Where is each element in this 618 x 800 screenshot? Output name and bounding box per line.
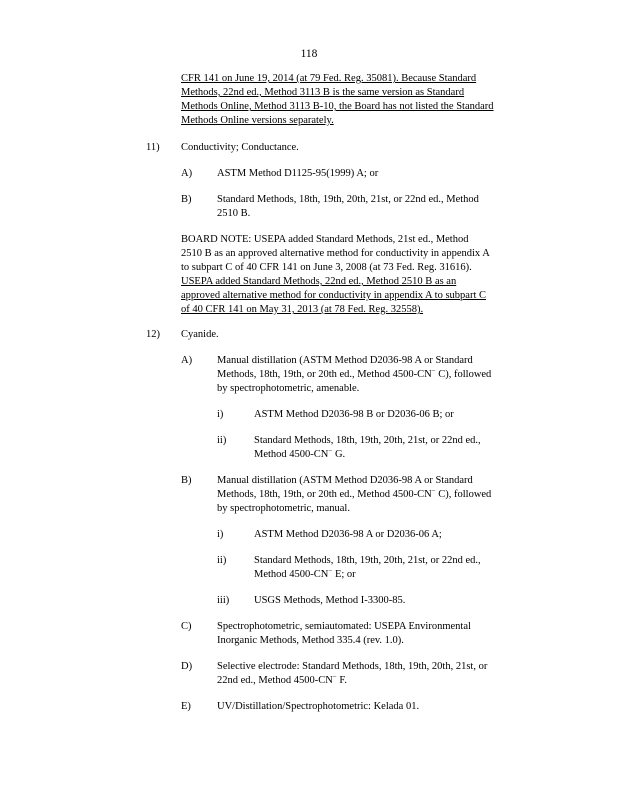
text-run: Method 4500-CN [254, 569, 329, 580]
text-run: C), followed [435, 489, 492, 500]
subsubitem-label: ii) [217, 435, 227, 446]
intro-line: Methods Online, Method 3113 B-10, the Board has not listed the Standard [181, 101, 494, 112]
superscript-minus: − [431, 486, 436, 495]
subitem-label: B) [181, 475, 192, 486]
intro-line: Methods, 22nd ed., Method 3113 B is the same version as Standard [181, 87, 465, 98]
text-line [217, 674, 532, 688]
text-line [254, 568, 534, 582]
intro-line: Methods Online versions separately. [181, 115, 334, 126]
subitem-text: UV/Distillation/Spectrophotometric: Kelada 01. [217, 701, 420, 712]
subsubitem-label: i) [217, 409, 224, 420]
text-line: Spectrophotometric, semiautomated: USEPA Environmental [217, 621, 471, 632]
subitem-label: A) [181, 168, 193, 179]
text-line: 2510 B. [217, 208, 251, 219]
superscript-minus: − [328, 446, 333, 455]
text-run: Methods, 18th, 19th, or 20th ed., Method 4500-CN [217, 489, 432, 500]
subitem-text [217, 620, 517, 648]
intro-paragraph [181, 72, 536, 128]
subitem-label: E) [181, 701, 191, 712]
subitem-label: C) [181, 621, 192, 632]
note-line: USEPA added Standard Methods, 22nd ed., Method 2510 B as an [181, 276, 457, 287]
note-line: approved alternative method for conductivity in appendix A to subpart C [181, 290, 487, 301]
text-line: by spectrophotometric, amenable. [217, 383, 360, 394]
text-run: G. [332, 449, 346, 460]
subitem-label: A) [181, 355, 193, 366]
intro-line: CFR 141 on June 19, 2014 (at 79 Fed. Reg. 35081). Because Standard [181, 73, 477, 84]
text-line: by spectrophotometric, manual. [217, 503, 350, 514]
subsubitem-label: iii) [217, 595, 230, 606]
text-run: 22nd ed., Method 4500-CN [217, 675, 333, 686]
item-number: 11) [146, 142, 160, 153]
note-line: of 40 CFR 141 on May 31, 2013 (at 78 Fed. Reg. 32558). [181, 304, 424, 315]
subitem-label: D) [181, 661, 193, 672]
subsubitem-text: USGS Methods, Method I-3300-85. [254, 595, 406, 606]
text-line: Inorganic Methods, Method 335.4 (rev. 1.0). [217, 635, 404, 646]
text-line [217, 488, 532, 502]
text-run: E; or [332, 569, 356, 580]
superscript-minus: − [431, 366, 436, 375]
item-number: 12) [146, 329, 160, 340]
subsubitem-text: ASTM Method D2036-98 B or D2036-06 B; or [254, 409, 454, 420]
superscript-minus: − [332, 672, 337, 681]
note-line: BOARD NOTE: USEPA added Standard Methods, 21st ed., Method [181, 234, 469, 245]
subitem-text [217, 474, 532, 516]
subsubitem-text [254, 554, 534, 582]
text-line: Standard Methods, 18th, 19th, 20th, 21st, or 22nd ed., [254, 555, 481, 566]
text-line: Manual distillation (ASTM Method D2036-98 A or Standard [217, 355, 473, 366]
subitem-text [217, 354, 532, 396]
item-title: Cyanide. [181, 329, 219, 340]
text-line: Manual distillation (ASTM Method D2036-98 A or Standard [217, 475, 473, 486]
board-note [181, 233, 536, 317]
text-line [217, 368, 532, 382]
text-run: Method 4500-CN [254, 449, 329, 460]
text-line: Standard Methods, 18th, 19th, 20th, 21st, or 22nd ed., Method [217, 194, 479, 205]
note-line: 2510 B as an approved alternative method for conductivity in appendix A [181, 248, 490, 259]
subitem-text: ASTM Method D1125-95(1999) A; or [217, 168, 379, 179]
text-line: Selective electrode: Standard Methods, 18th, 19th, 20th, 21st, or [217, 661, 488, 672]
text-run: Methods, 18th, 19th, or 20th ed., Method 4500-CN [217, 369, 432, 380]
subsubitem-label: ii) [217, 555, 227, 566]
text-line [254, 448, 534, 462]
text-run: C), followed [435, 369, 492, 380]
text-line: Standard Methods, 18th, 19th, 20th, 21st, or 22nd ed., [254, 435, 481, 446]
page-number: 118 [300, 48, 318, 60]
note-line: to subpart C of 40 CFR 141 on June 3, 2008 (at 73 Fed. Reg. 31616). [181, 262, 472, 273]
subsubitem-text [254, 434, 534, 462]
superscript-minus: − [328, 566, 333, 575]
subitem-label: B) [181, 194, 192, 205]
text-run: F. [336, 675, 347, 686]
subitem-text [217, 660, 532, 688]
item-title: Conductivity; Conductance. [181, 142, 299, 153]
subsubitem-text: ASTM Method D2036-98 A or D2036-06 A; [254, 529, 442, 540]
subsubitem-label: i) [217, 529, 224, 540]
subitem-text [217, 193, 517, 221]
